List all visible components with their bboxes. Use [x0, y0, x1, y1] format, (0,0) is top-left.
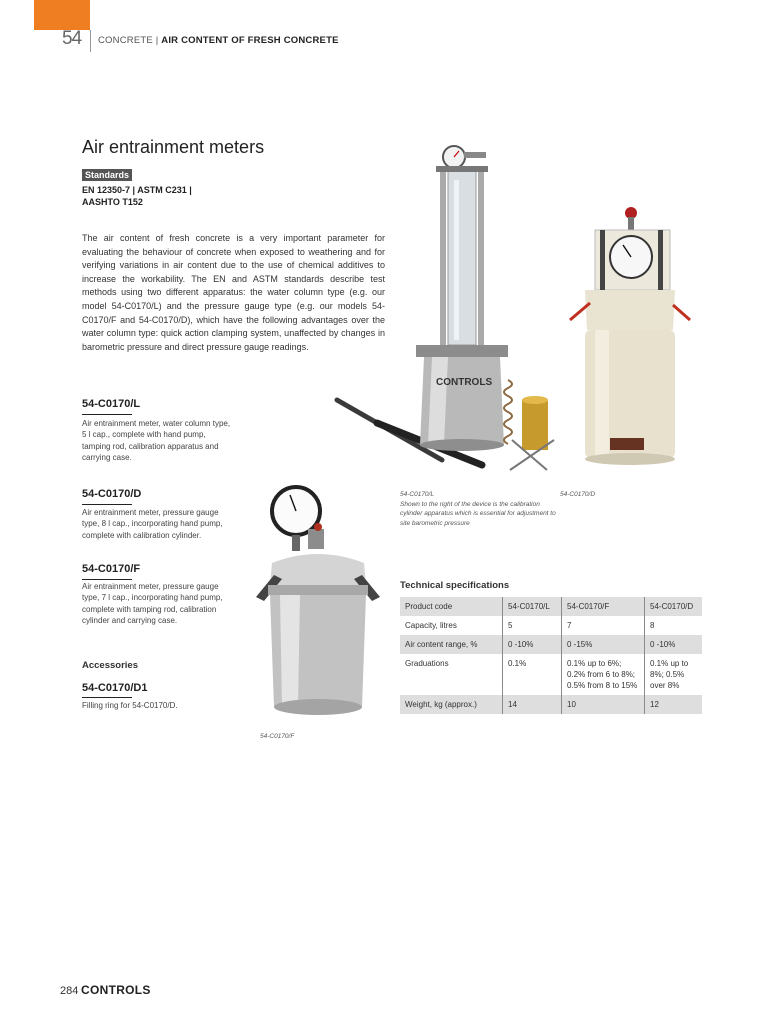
standards-line-2: AASHTO T152	[82, 197, 143, 207]
spec-cell: 0.1% up to 6%; 0.2% from 6 to 8%; 0.5% from 8 to 15%	[562, 654, 645, 695]
footer-page-number: 284	[60, 985, 79, 997]
caption-f: 54-C0170/F	[260, 733, 295, 740]
spec-cell: 54-C0170/D	[645, 597, 703, 616]
spec-cell: Product code	[400, 597, 503, 616]
page-title: Air entrainment meters	[82, 137, 265, 157]
spec-row	[400, 695, 702, 714]
spec-cell: Capacity, litres	[400, 616, 503, 635]
accessory-desc: Filling ring for 54-C0170/D.	[82, 701, 178, 710]
device-l-image	[332, 140, 562, 490]
product-desc-l: Air entrainment meter, water column type, 5 l cap., complete with hand pump, tamping rod, calibration apparatus and carrying case.	[82, 419, 231, 463]
spec-cell: 14	[503, 695, 562, 714]
product-code-l: 54-C0170/L	[82, 398, 141, 410]
caption-l	[400, 490, 560, 528]
header-divider	[90, 30, 91, 52]
spec-cell: Air content range, %	[400, 635, 503, 654]
device-l-brand: CONTROLS	[436, 377, 493, 388]
spec-cell: 0.1% up to 8%; 0.5% over 8%	[645, 654, 703, 695]
spec-row	[400, 654, 702, 695]
spec-cell: 54-C0170/F	[562, 597, 645, 616]
spec-row	[400, 616, 702, 635]
spec-cell: 0 -15%	[562, 635, 645, 654]
breadcrumb-separator: |	[152, 35, 162, 46]
device-d-image	[565, 205, 695, 475]
standards-line-1: EN 12350-7 | ASTM C231 |	[82, 185, 192, 195]
spec-table	[400, 597, 702, 714]
product-code-d: 54-C0170/D	[82, 488, 142, 500]
spec-cell: Graduations	[400, 654, 503, 695]
standards-list	[82, 184, 192, 208]
standards-badge: Standards	[82, 169, 132, 181]
breadcrumb-subsection: AIR CONTENT OF FRESH CONCRETE	[161, 35, 339, 46]
product-desc-f: Air entrainment meter, pressure gauge type, 7 l cap., incorporating hand pump, complete with tamping rod, calibration cylinder and carrying case.	[82, 582, 223, 626]
spec-cell: 0 -10%	[503, 635, 562, 654]
spec-row	[400, 635, 702, 654]
product-rule-l	[82, 414, 132, 415]
spec-title: Technical specifications	[400, 580, 510, 591]
product-code-f: 54-C0170/F	[82, 563, 141, 575]
spec-cell: 10	[562, 695, 645, 714]
spec-cell: Weight, kg (approx.)	[400, 695, 503, 714]
spec-cell: 7	[562, 616, 645, 635]
caption-d: 54-C0170/D	[560, 491, 596, 498]
spec-row	[400, 597, 702, 616]
footer-brand-logo: CONTROLS	[81, 983, 151, 997]
device-f-image	[252, 485, 384, 730]
spec-cell: 5	[503, 616, 562, 635]
header-accent-tab	[34, 0, 90, 30]
header-page-number: 54	[62, 28, 82, 49]
caption-l-code: 54-C0170/L	[400, 491, 434, 498]
breadcrumb-section: CONCRETE	[98, 35, 153, 46]
accessory-code: 54-C0170/D1	[82, 682, 148, 694]
spec-cell: 0.1%	[503, 654, 562, 695]
breadcrumb	[98, 35, 339, 46]
product-rule-d	[82, 504, 132, 505]
accessory-rule	[82, 697, 132, 698]
spec-cell: 54-C0170/L	[503, 597, 562, 616]
intro-paragraph: The air content of fresh concrete is a very important parameter for evaluating the behaviour of concrete when exposed to weathering and for verifying variations in air content due to the use of chemical additives to increase the workability. The EN and ASTM standards describe test methods using two different apparatus: the water column type (e.g. our model 54-C0170/L) and the pressure gauge type (e.g. our models 54-C0170/F and 54-C0170/D), which have the following advantages over the water column type: quick action clamping system, unaffected by changes in barometric pressure and direct pressure gauge readings.	[82, 233, 385, 352]
product-rule-f	[82, 579, 132, 580]
spec-cell: 0 -10%	[645, 635, 703, 654]
spec-cell: 8	[645, 616, 703, 635]
product-desc-d: Air entrainment meter, pressure gauge type, 8 l cap., incorporating hand pump, complete with calibration cylinder.	[82, 508, 223, 540]
accessories-heading: Accessories	[82, 660, 138, 671]
spec-cell: 12	[645, 695, 703, 714]
caption-l-note: Shown to the right of the device is the calibration cylinder apparatus which is essential for adjustment to site barometric pressure	[400, 500, 556, 527]
